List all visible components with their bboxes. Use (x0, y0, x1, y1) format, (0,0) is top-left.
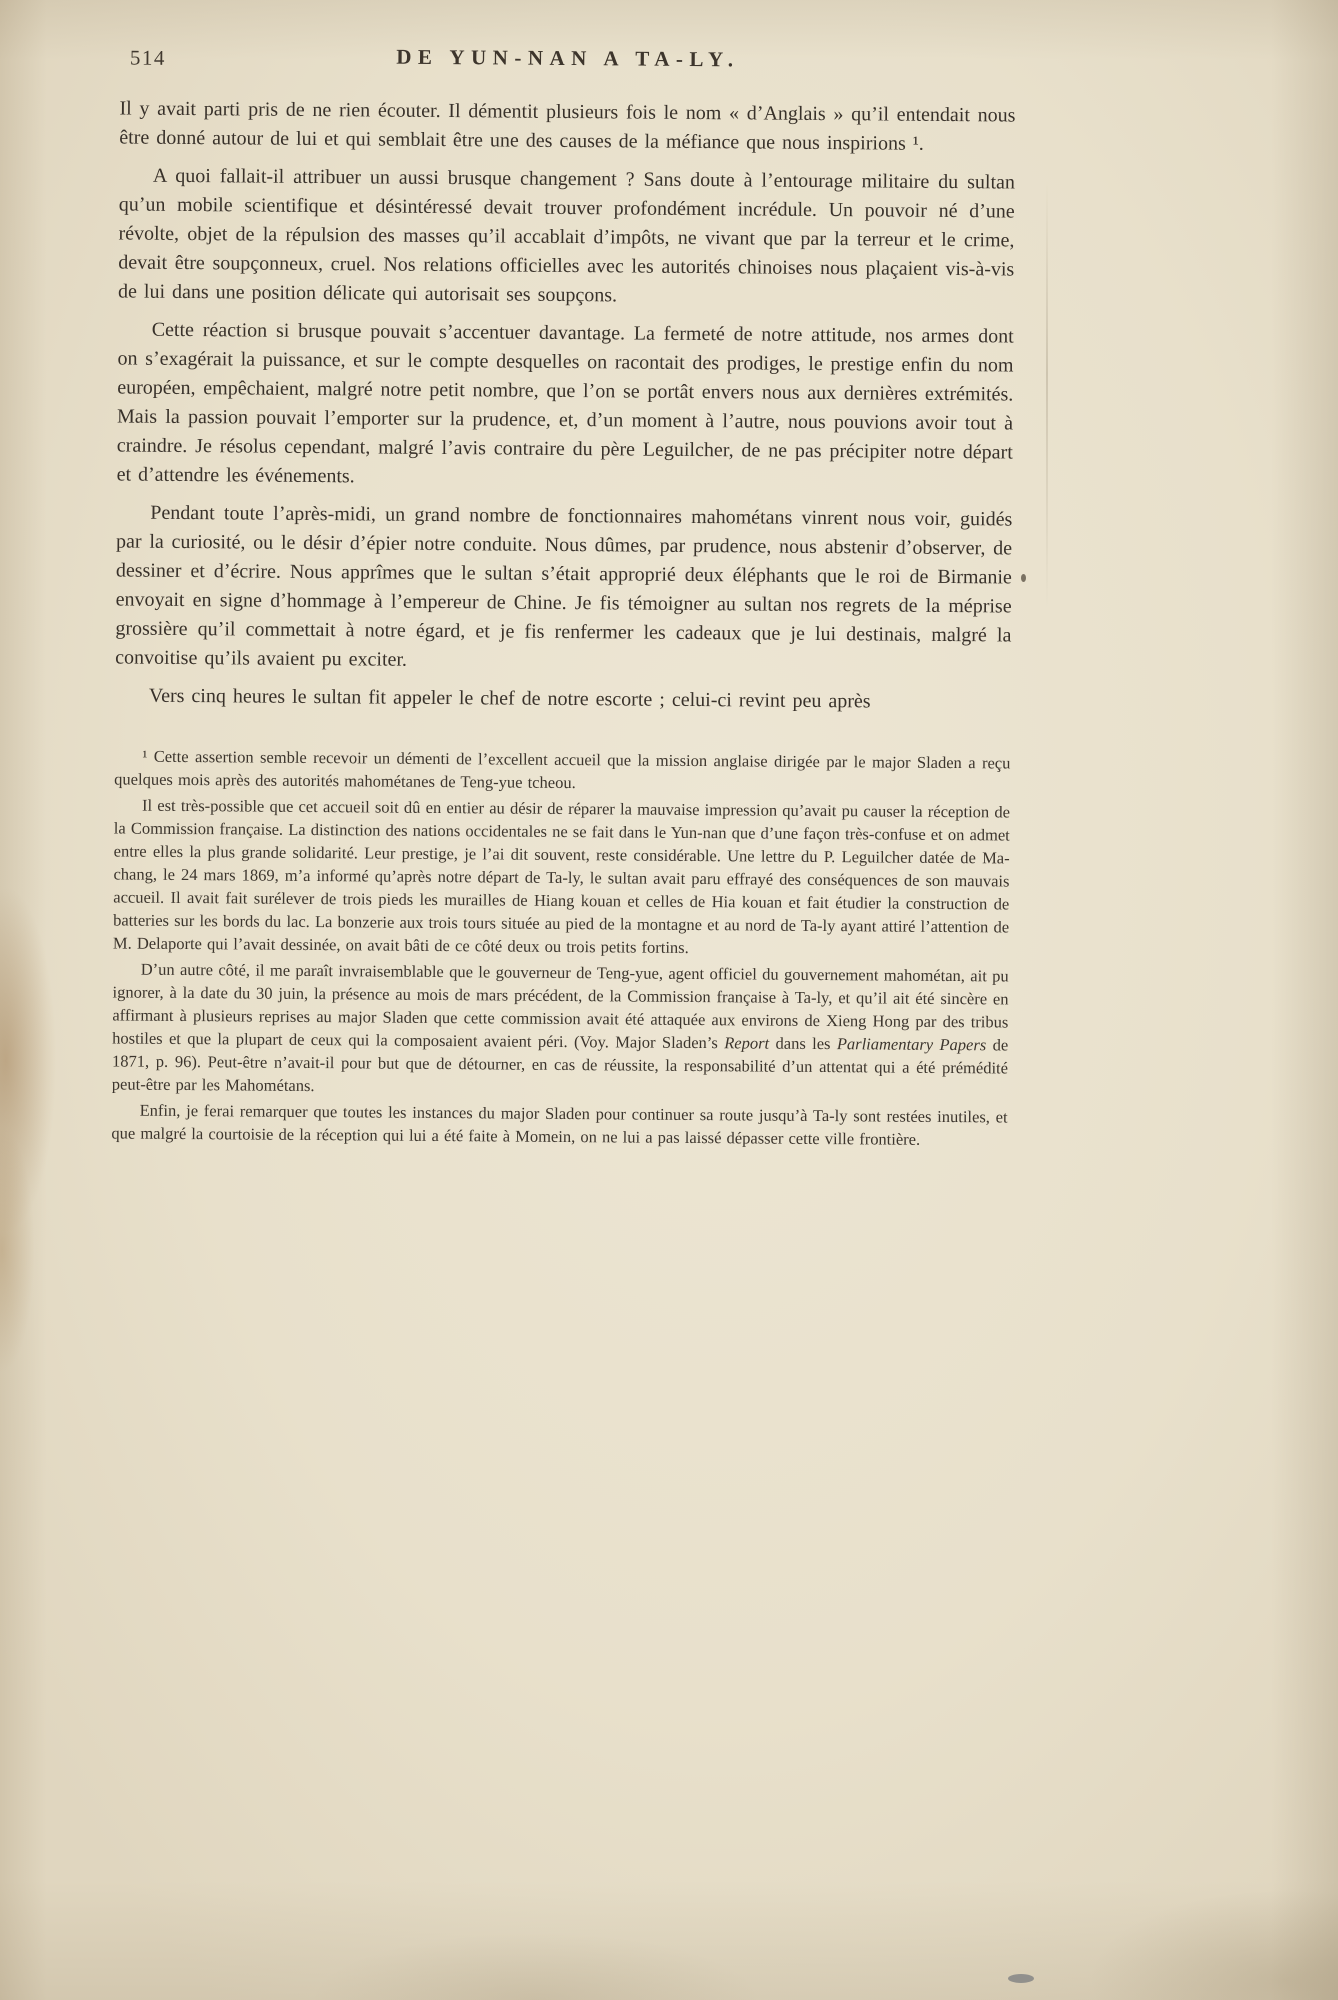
paragraph: A quoi fallait-il attribuer un aussi brusque changement ? Sans doute à l’entourage militaire du sultan qu’un mobile scientifique et désintéressé devait trouver profondément incrédule. Un pouvoir né d’une révolte, objet de la répulsion des masses qu’il accablait d’impôts, ne vivant que par la terreur et le crime, devait être soupçonneux, cruel. Nos relations officielles avec les autorités chinoises nous plaçaient vis-à-vis de lui dans une position délicate qui autorisait ses soupçons. (117, 164, 1016, 307)
body-text (115, 94, 1016, 717)
footnote-paragraph: Enfin, je ferai remarquer que toutes les instances du major Sladen pour continuer sa route jusqu’à Ta-ly sont restées inutiles, et que malgré la courtoisie de la réception qui lui a été faite à Momein, on ne lui a pas laissé dépasser cette ville frontière. (111, 1100, 1008, 1149)
footnote-paragraph: ¹ Cette assertion semble recevoir un démenti de l’excellent accueil que la mission anglaise dirigée par le major Sladen a reçu quelques mois après des autorités mahométanes de Teng-yue tcheou. (114, 746, 1011, 793)
running-title: DE YUN-NAN A TA-LY. (396, 44, 740, 72)
paragraph: Cette réaction si brusque pouvait s’accentuer davantage. La fermeté de notre attitude, nos armes dont on s’exagérait la puissance, et sur le compte desquelles on racontait des prodiges, le prestige enfin du nom européen, empêchaient, malgré notre petit nombre, que l’on se portât envers nous aux dernières extrémités. Mais la passion pouvait l’emporter sur la prudence, et, d’un moment à l’autre, nous pouvions avoir tout à craindre. Je résolus cependant, malgré l’avis contraire du père Leguilcher, de ne pas précipiter notre départ et d’attendre les événements. (116, 318, 1014, 488)
page-content (111, 42, 1016, 1154)
paper-crease (1046, 180, 1048, 610)
paper-speck (1021, 574, 1026, 582)
footnote-italic-title: Parliamentary Papers (836, 1034, 987, 1055)
paragraph: Pendant toute l’après-midi, un grand nombre de fonctionnaires mahométans vinrent nous voir, guidés par la curiosité, ou le désir d’épier notre conduite. Nous dûmes, par prudence, nous abstenir d’observer, de dessiner et d’écrire. Nous apprîmes que le sultan s’était approprié deux éléphants que le roi de Birmanie envoyait en signe d’hommage à l’empereur de Chine. Je fis témoigner au sultan nos regrets de la méprise grossière qu’il commettait à notre égard, et je fis renfermer les cadeaux que je lui destinais, malgré la convoitise qu’ils avaient pu exciter. (115, 501, 1013, 671)
paper-speck (1008, 1974, 1034, 1983)
footnote-paragraph: Il est très-possible que cet accueil soit dû en entier au désir de réparer la mauvaise impression qu’avait pu causer la réception de la Commission française. La distinction des nations occidentales ne se fait dans le Yun-nan que d’une façon très-confuse et on admet entre elles la plus grande solidarité. Leur prestige, je l’ai dit souvent, reste considérable. Une lettre du P. Leguilcher datée de Ma-chang, le 24 mars 1869, m’a informé qu’après notre départ de Ta-ly, le sultan avait paru effrayé des conséquences de son mauvais accueil. Il avait fait surélever de trois pieds les murailles de Hiang kouan et celles de Hia kouan et fait étudier la construction de batteries sur les bords du lac. La bonzerie aux trois tours située au pied de la montagne et au nord de Ta-ly ayant attiré l’attention de M. Delaporte qui l’avait dessinée, on avait bâti de ce côté deux ou trois petits fortins. (112, 795, 1011, 957)
paragraph: Vers cinq heures le sultan fit appeler le chef de notre escorte ; celui-ci revint peu après (148, 684, 871, 713)
footnote-text: de 1871, p. 96). Peut-être n’avait-il pour but que de détourner, en cas de réussite, la responsabilité d’un attentat qui a été prémédité peut-être par les Mahométans. (111, 1035, 1009, 1096)
page-header (120, 42, 1016, 81)
footnote-italic-title: Report (724, 1033, 770, 1053)
footnote-text: D’un autre côté, il me paraît invraisemblable que le gouverneur de Teng-yue, agent officiel du gouvernement mahométan, ait pu ignorer, à la date du 30 juin, la présence au mois de mars précédent, de la Commission française à Ta-ly, et qu’il ait été sincère en affirmant à plusieurs reprises au major Sladen que cette commission avait été attaquée aux environs de Xieng Hong par des tribus hostiles et que la plupart de ceux qui la composaient avaient péri. (Voy. Major Sladen’s (112, 959, 1009, 1053)
paragraph: Il y avait parti pris de ne rien écouter. Il démentit plusieurs fois le nom « d’Anglais » qu’il entendait nous être donné autour de lui et qui semblait être une des causes de la méfiance que nous inspirions ¹. (119, 97, 1016, 155)
footnotes (111, 744, 1010, 1151)
footnote-text: dans les (769, 1033, 837, 1054)
footnote-paragraph (112, 957, 1009, 1102)
page-number: 514 (129, 45, 166, 70)
